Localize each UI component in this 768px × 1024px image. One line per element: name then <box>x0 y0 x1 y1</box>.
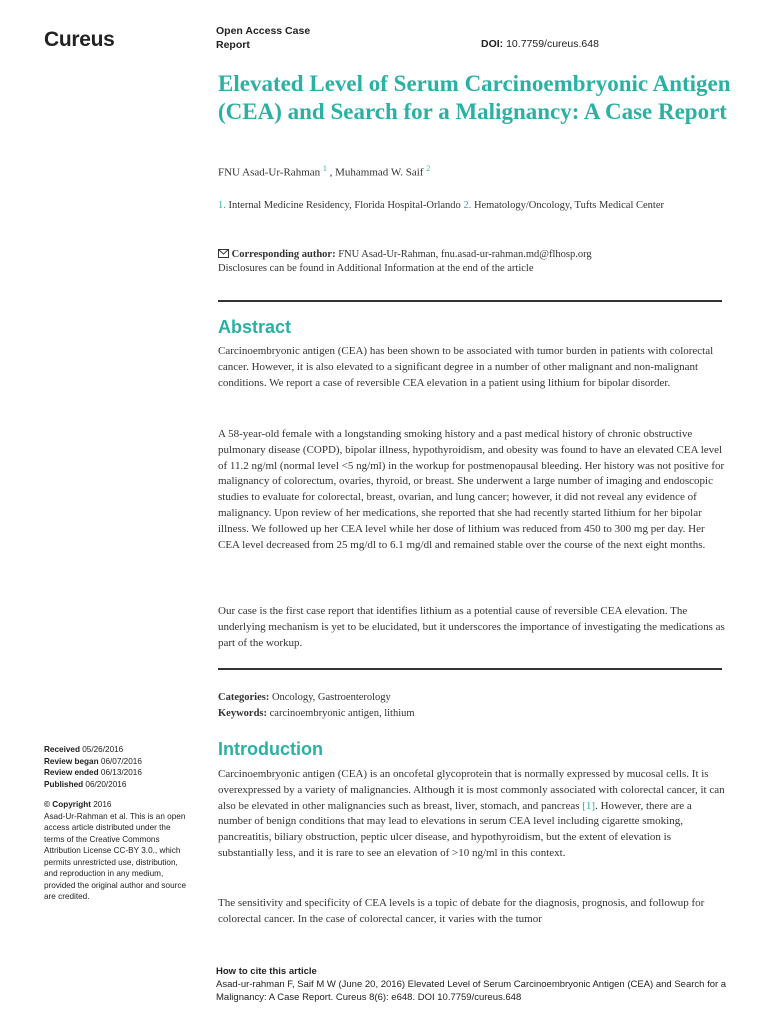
citation-footer <box>216 965 736 1004</box>
corresponding-author <box>218 248 718 276</box>
affil-text-1: Internal Medicine Residency, Florida Hospital-Orlando <box>228 200 461 211</box>
author-separator: , <box>326 166 336 179</box>
divider-bottom <box>218 668 722 670</box>
categories-label: Categories: <box>218 692 270 703</box>
abstract-paragraph-1: Carcinoembryonic antigen (CEA) has been shown to be associated with tumor burden in patients with colorectal cancer. However, it is also elevated to a significant degree in a number of other malignant and non-malignant conditions. We report a case of reversible CEA elevation in a patient using lithium for bipolar disorder. <box>218 345 714 389</box>
review-ended-line <box>44 767 192 779</box>
affil-num-1: 1. <box>218 200 226 211</box>
received-label: Received <box>44 745 80 754</box>
intro-p1-text-a: Carcinoembryonic antigen (CEA) is an oncofetal glycoprotein that is normally expressed by mucosal cells. It is overexpressed by a variety of malignancies. Although it is most commonly associated with colorectal cancer, it can also be elevated in other malignancies such as breast, liver, stomach, and pancreas <box>218 768 725 812</box>
abstract-heading: Abstract <box>218 317 292 337</box>
publication-history <box>44 744 192 903</box>
keywords-line <box>218 706 415 722</box>
article-title: Elevated Level of Serum Carcinoembryonic Antigen (CEA) and Search for a Malignancy: A Case Report <box>218 71 731 124</box>
review-began-label: Review began <box>44 756 99 766</box>
categories-value[interactable]: Oncology, Gastroenterology <box>271 692 391 703</box>
affiliations <box>218 199 718 213</box>
article-type-line1: Open Access Case <box>216 25 311 37</box>
intro-p1-text-b: . However, there are a number of benign conditions that may lead to elevations in serum CEA level including cigarette smoking, pancreatitis, biliary obstruction, peptic ulcer disease, and hypothyroidism, but the extent of elevation is substantially less, and it is rare to see an elevation of >10 ng/ml in this context. <box>218 799 692 859</box>
published-date: 06/20/2016 <box>85 779 127 789</box>
corresponding-label: Corresponding author: <box>231 249 336 260</box>
disclosures-note: Disclosures can be found in Additional Information at the end of the article <box>218 263 534 274</box>
author-2-affil-ref[interactable]: 2 <box>426 164 431 173</box>
abstract-paragraph-3: Our case is the first case report that identifies lithium as a potential cause of reversible CEA elevation. The underlying mechanism is yet to be elucidated, but it underscores the importance of investigating the medications as part of the workup. <box>218 605 725 649</box>
affil-num-2: 2. <box>463 200 472 211</box>
author-2[interactable]: Muhammad W. Saif <box>335 166 424 179</box>
categories-block <box>218 690 415 721</box>
review-began-date: 06/07/2016 <box>100 756 142 766</box>
article-type <box>216 24 310 52</box>
keywords-value[interactable]: carcinoembryonic antigen, lithium <box>269 707 415 719</box>
author-list <box>218 164 430 179</box>
doi-label: DOI: <box>481 38 504 50</box>
reference-link-1[interactable]: [1] <box>582 799 596 812</box>
author-1[interactable]: FNU Asad-Ur-Rahman <box>218 166 321 179</box>
article-type-line2: Report <box>216 39 250 51</box>
review-ended-date: 06/13/2016 <box>100 768 142 777</box>
envelope-icon <box>218 249 229 258</box>
license-text: Asad-Ur-Rahman et al. This is an open access article distributed under the terms of the Creative Commons Attribution License CC-BY 3.0., which permits unrestricted use, distribution, and reproduction in any medium, provided the original author and source are credited. <box>44 811 187 901</box>
corresponding-line <box>218 248 718 262</box>
keywords-label: Keywords: <box>218 707 267 719</box>
introduction-paragraph-1 <box>218 767 726 862</box>
doi-value[interactable]: 10.7759/cureus.648 <box>506 38 599 50</box>
divider-top <box>218 300 722 302</box>
corresponding-value[interactable]: FNU Asad-Ur-Rahman, fnu.asad-ur-rahman.md@flhosp.org <box>338 249 592 260</box>
citation-heading: How to cite this article <box>216 966 317 977</box>
copyright-label: © Copyright <box>44 800 91 809</box>
review-ended-label: Review ended <box>44 768 99 777</box>
author-1-affil-ref[interactable]: 1 <box>322 164 327 173</box>
affil-text-2: Hematology/Oncology, Tufts Medical Center <box>473 200 664 211</box>
received-date: 05/26/2016 <box>82 745 124 754</box>
categories-line <box>218 690 415 706</box>
published-label: Published <box>44 779 84 789</box>
introduction-heading: Introduction <box>218 739 323 759</box>
abstract-paragraph-2: A 58-year-old female with a longstanding smoking history and a past medical history of chronic obstructive pulmonary disease (COPD), bipolar illness, hypothyroidism, and obesity was found to have an elevated CEA level of 11.2 ng/ml (normal level <5 ng/ml) in the workup for postmenopausal bleeding. Her history was not positive for malignancy of colorectum, ovaries, thyroid, or breast. She underwent a large number of imaging and endoscopic studies to evaluate for colorectal, breast, ovarian, and lung cancer; however, it did not reveal any evidence of malignancy. Upon review of her medications, she reported that she had recently started lithium for her bipolar illness. We followed up her CEA level while her dose of lithium was reduced from 450 to 300 mg per day. Her CEA level decreased from 25 mg/dl to 6.1 mg/dl and remained stable over the course of the next eight months. <box>218 428 725 551</box>
citation-text: Asad-ur-rahman F, Saif M W (June 20, 2016) Elevated Level of Serum Carcinoembryonic Antigen (CEA) and Search for a Malignancy: A Case Report. Cureus 8(6): e648. DOI 10.7759/cureus.648 <box>216 979 727 1003</box>
received-line <box>44 744 192 756</box>
copyright-line <box>44 799 192 811</box>
introduction-paragraph-2: The sensitivity and specificity of CEA levels is a topic of debate for the diagnosis, prognosis, and followup for colorectal cancer. In the case of colorectal cancer, it varies with the tumor <box>218 897 705 925</box>
copyright-year: 2016 <box>93 800 112 809</box>
journal-logo: Cureus <box>44 28 115 51</box>
doi <box>481 38 599 50</box>
review-began-line <box>44 756 192 768</box>
published-line <box>44 779 192 791</box>
